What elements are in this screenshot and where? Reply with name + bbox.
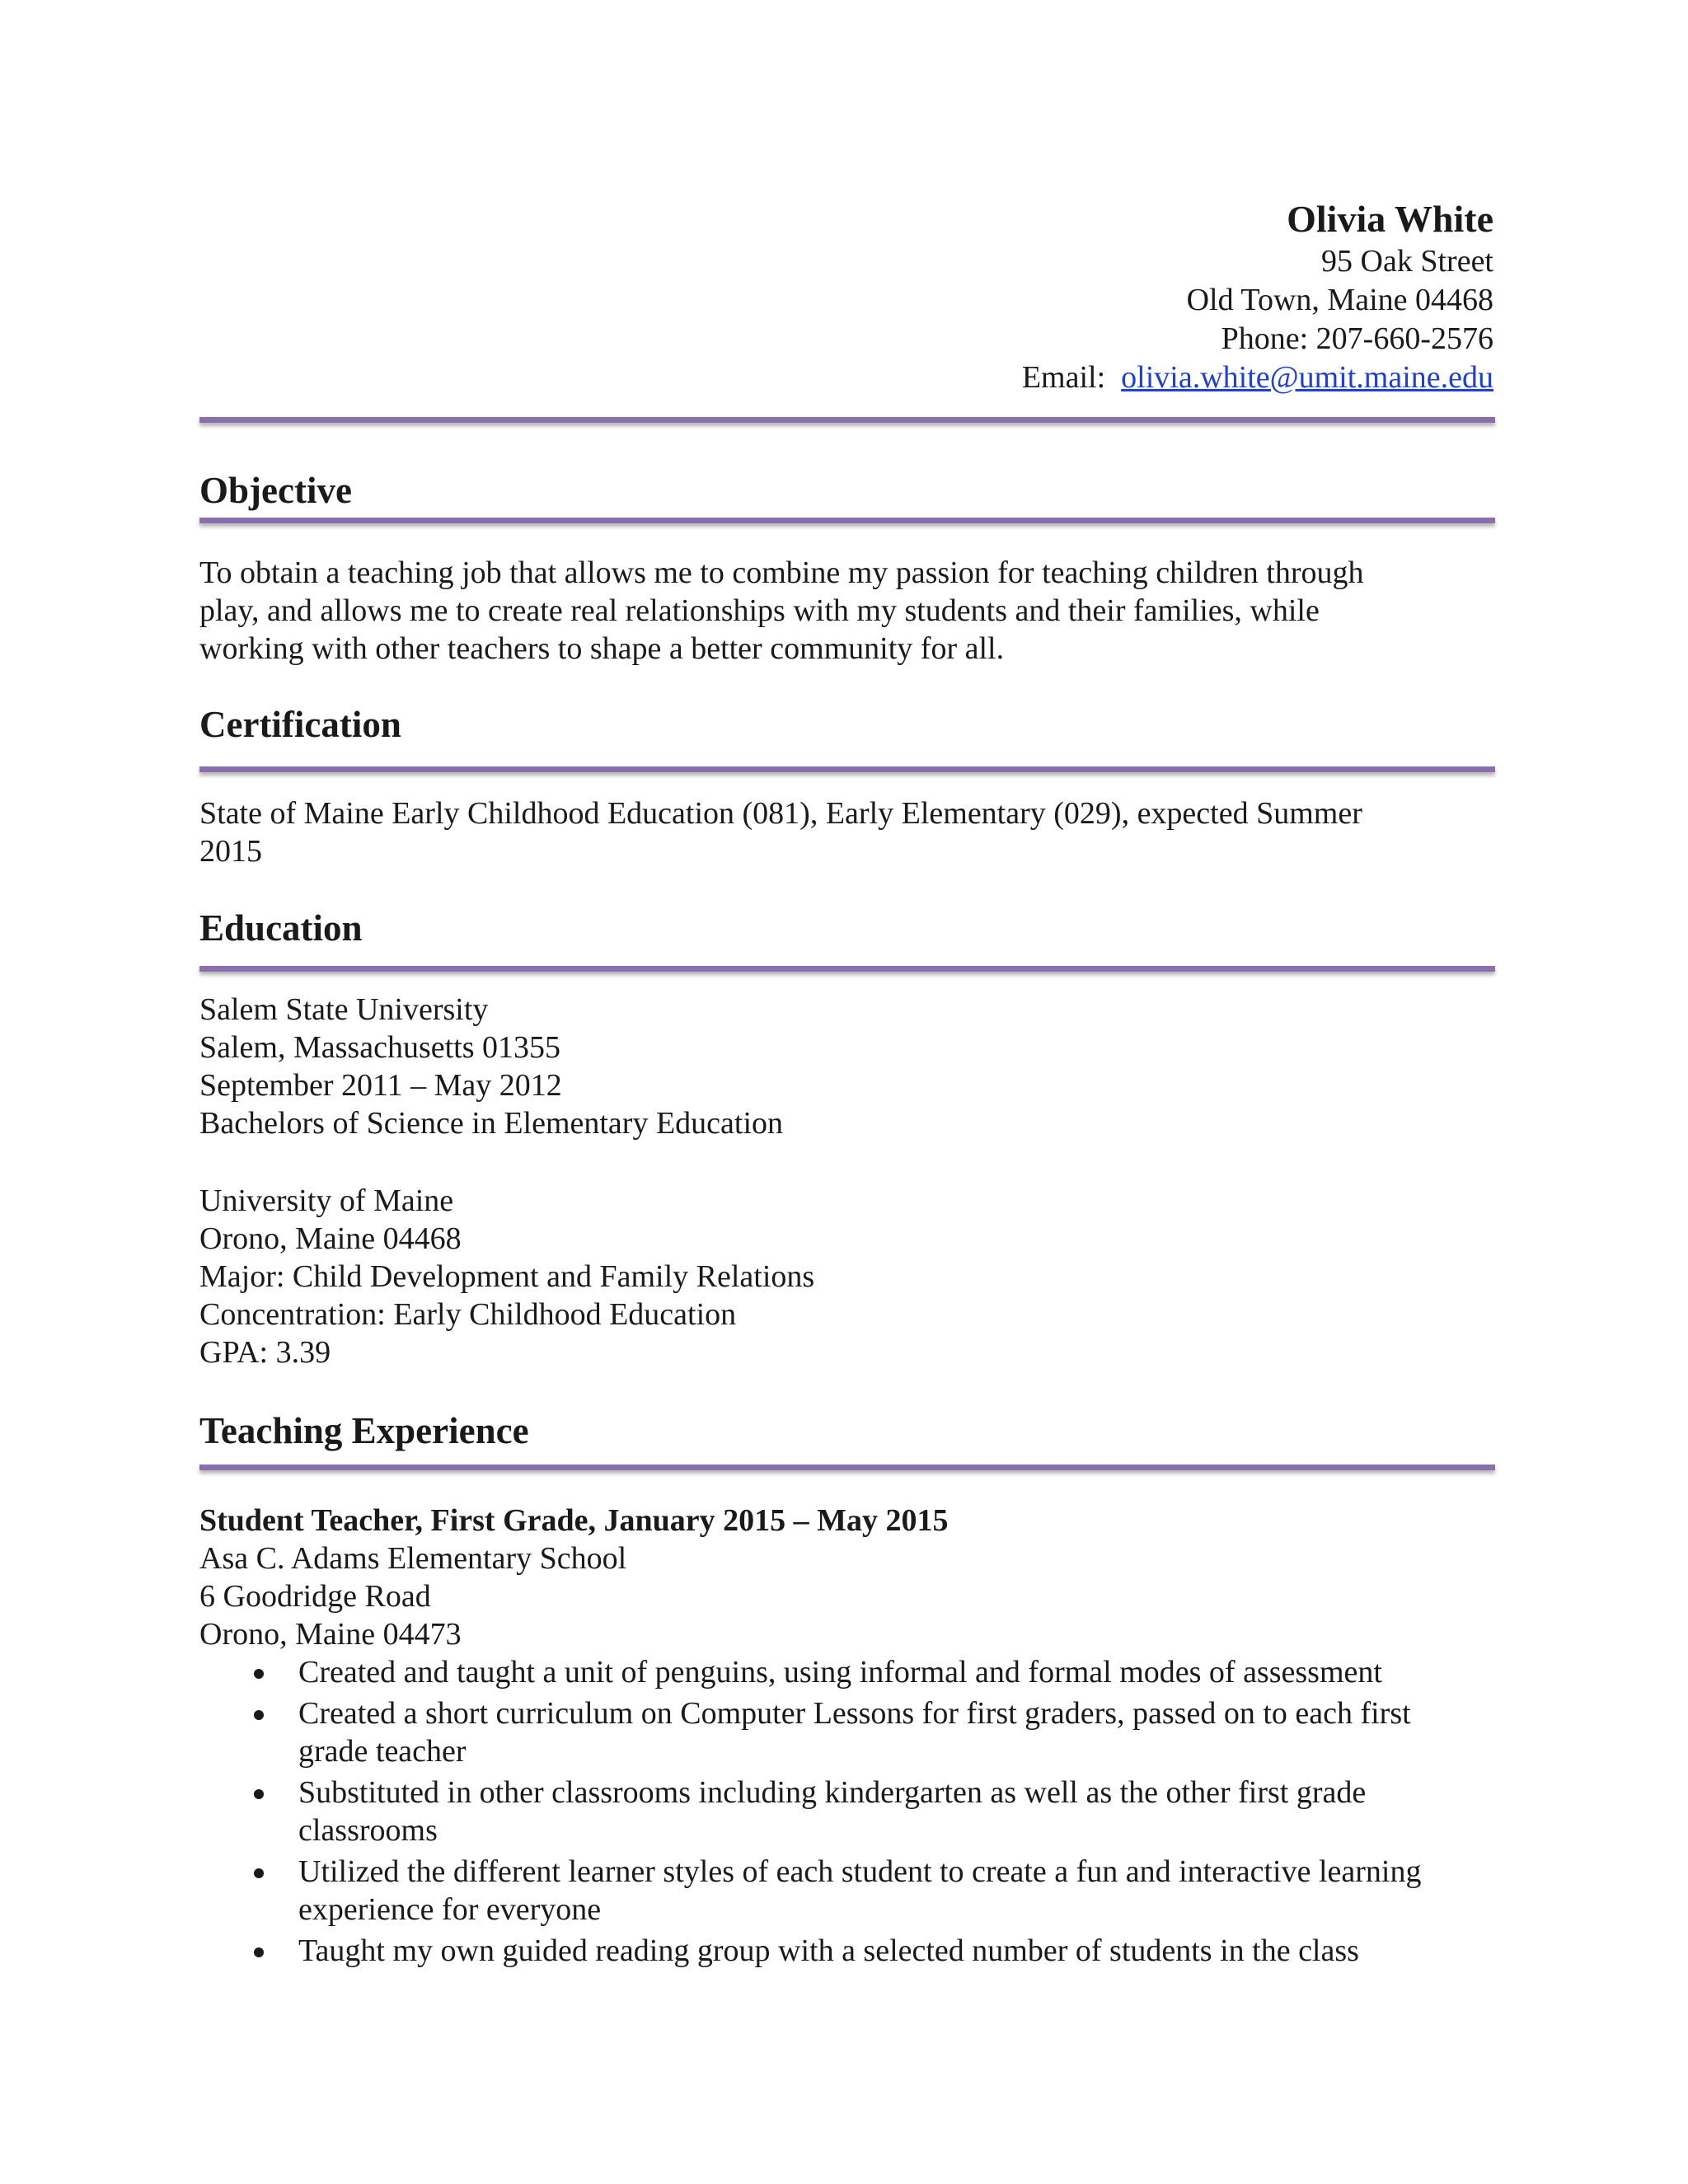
bullet-icon: [254, 1669, 264, 1679]
bullet-icon: [254, 1947, 264, 1957]
bullet-text: grade teacher: [298, 1734, 467, 1769]
job-block: [199, 1502, 1495, 1653]
certification-line: State of Maine Early Childhood Education (081), Early Elementary (029), expected Summer: [199, 796, 1362, 831]
education-school-2: [199, 1182, 1495, 1371]
education-heading: Education: [199, 907, 363, 949]
bullet-text: Created and taught a unit of penguins, using informal and formal modes of assessment: [298, 1655, 1382, 1690]
bullet-icon: [254, 1868, 264, 1878]
list-item: [199, 1694, 1495, 1770]
school-degree: Bachelors of Science in Elementary Education: [199, 1106, 784, 1141]
experience-bullet-list: [199, 1653, 1495, 1973]
job-city: Orono, Maine 04473: [199, 1617, 462, 1652]
objective-line: play, and allows me to create real relationships with my students and their families, while: [199, 593, 1320, 628]
phone-number: Phone: 207-660-2576: [1221, 321, 1493, 356]
certification-text: [199, 794, 1495, 870]
school-gpa: GPA: 3.39: [199, 1335, 331, 1370]
school-concentration: Concentration: Early Childhood Education: [199, 1297, 737, 1332]
list-item: [199, 1774, 1495, 1849]
objective-heading: Objective: [199, 470, 352, 511]
list-item: [199, 1932, 1495, 1970]
bullet-icon: [254, 1789, 264, 1799]
email-row: [1022, 359, 1493, 397]
bullet-text: classrooms: [298, 1813, 438, 1848]
education-school-1: [199, 991, 1495, 1142]
bullet-text: Taught my own guided reading group with a selected number of students in the class: [298, 1933, 1359, 1968]
bullet-text: Utilized the different learner styles of each student to create a fun and interactive learning: [298, 1854, 1422, 1889]
applicant-name: Olivia White: [1287, 198, 1493, 240]
email-link[interactable]: olivia.white@umit.maine.edu: [1121, 360, 1493, 395]
certification-divider: [199, 766, 1495, 772]
bullet-text: experience for everyone: [298, 1892, 602, 1927]
job-address: 6 Goodridge Road: [199, 1579, 431, 1614]
certification-heading: Certification: [199, 704, 401, 745]
email-label: Email:: [1021, 360, 1106, 395]
contact-block: [1022, 196, 1493, 397]
street-address: 95 Oak Street: [1321, 244, 1493, 279]
school-location: Salem, Massachusetts 01355: [199, 1030, 561, 1065]
job-title: Student Teacher, First Grade, January 2015 – May 2015: [199, 1503, 949, 1538]
objective-line: working with other teachers to shape a better community for all.: [199, 631, 1005, 666]
list-item: [199, 1653, 1495, 1691]
header-divider: [199, 417, 1495, 423]
list-item: [199, 1853, 1495, 1929]
city-state-zip: Old Town, Maine 04468: [1186, 283, 1493, 317]
objective-line: To obtain a teaching job that allows me to combine my passion for teaching children through: [199, 555, 1364, 590]
bullet-icon: [254, 1710, 264, 1720]
school-location: Orono, Maine 04468: [199, 1221, 462, 1256]
school-dates: September 2011 – May 2012: [199, 1068, 562, 1103]
bullet-text: Substituted in other classrooms including kindergarten as well as the other first grade: [298, 1775, 1367, 1810]
experience-heading: Teaching Experience: [199, 1410, 529, 1451]
bullet-text: Created a short curriculum on Computer Lessons for first graders, passed on to each first: [298, 1696, 1411, 1731]
job-school: Asa C. Adams Elementary School: [199, 1541, 627, 1576]
school-name: Salem State University: [199, 992, 489, 1027]
certification-line: 2015: [199, 834, 262, 869]
school-name: University of Maine: [199, 1183, 454, 1218]
objective-text: [199, 554, 1495, 668]
objective-divider: [199, 518, 1495, 523]
school-major: Major: Child Development and Family Relations: [199, 1259, 815, 1294]
experience-divider: [199, 1465, 1495, 1470]
education-divider: [199, 966, 1495, 972]
